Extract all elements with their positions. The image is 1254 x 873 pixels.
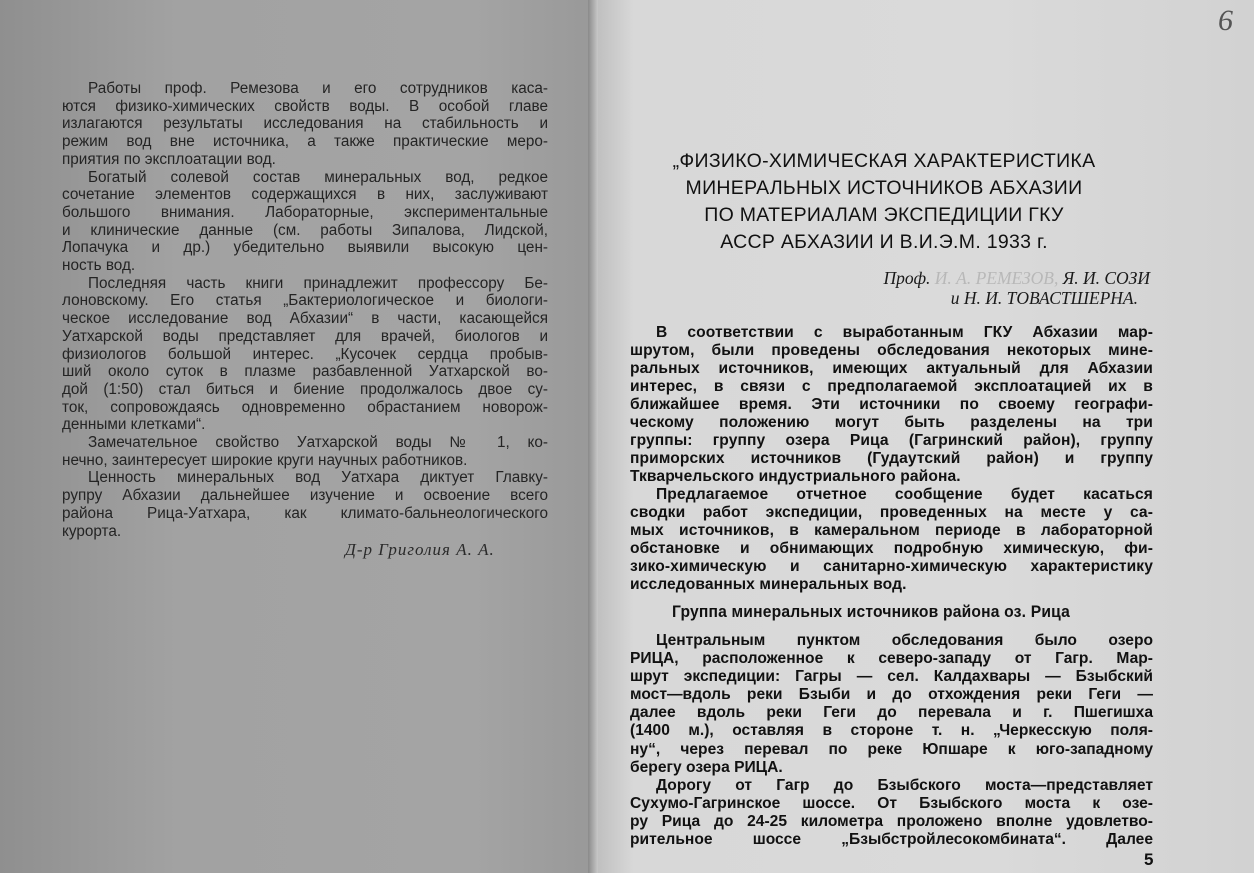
text-line: Ценность минеральных вод Уатхара диктует Главку- <box>88 469 548 487</box>
text-line: ру Рица до 24-25 километра проложено вполне удовлетво- <box>630 812 1153 830</box>
text-line: излагаются результаты исследования на стабильность и <box>62 115 548 133</box>
text-line: Сухумо-Гагринское шоссе. От Бзыбского моста к озе- <box>630 794 1153 812</box>
paragraph <box>62 169 548 275</box>
title-line: ПО МАТЕРИАЛАМ ЭКСПЕДИЦИИ ГКУ <box>704 204 1064 226</box>
paragraph <box>630 632 1153 777</box>
authors-line-2: и Н. И. ТОВАСТШЕРНА. <box>950 288 1138 308</box>
text-line: мост—вдоль реки Бзыби и до отхождения реки Геги — <box>630 686 1153 704</box>
text-line: рупру Абхазии дальнейшее изучение и освоение всего <box>62 487 548 505</box>
title-line: АССР АБХАЗИИ И В.И.Э.М. 1933 г. <box>720 231 1048 253</box>
authors-line-1 <box>820 268 1150 288</box>
text-line: дой (1:50) стал биться и биение продолжалось двое су- <box>62 380 548 398</box>
text-line: Уатхарской воды представляет для врачей, биологов и <box>62 327 548 345</box>
text-line: мых источников, в камеральном периоде в лабораторной <box>630 522 1153 539</box>
title-line: МИНЕРАЛЬНЫХ ИСТОЧНИКОВ АБХАЗИИ <box>685 177 1083 199</box>
text-line: исследованных минеральных вод. <box>630 576 907 593</box>
text-line: Центральным пунктом обследования было озеро <box>656 632 1153 649</box>
faded-author-name: И. А. РЕМЕЗОВ, <box>934 268 1059 288</box>
text-line: ший около суток в плазме разбавленной Уатхарской во- <box>62 363 548 381</box>
text-line: интерес, в связи с предполагаемой эксплоатацией их в <box>630 378 1153 395</box>
text-line: физиологов большой интерес. „Кусочек сердца пробыв- <box>62 345 548 363</box>
paragraph <box>630 324 1153 486</box>
text-line: района Рица-Уатхара, как климато-бальнеологического <box>62 504 548 522</box>
left-page-text <box>62 80 548 540</box>
text-line: сводки работ экспедиции, проведенных на месте у са- <box>630 504 1153 521</box>
text-line: Предлагаемое отчетное сообщение будет касаться <box>656 486 1153 503</box>
text-line: ну“, через перевал по реке Юпшаре к юго-западному <box>630 740 1153 758</box>
text-line: ческому положению могут быть разделены на три <box>630 414 1153 431</box>
article-title <box>640 148 1128 256</box>
text-line: ральных источников, имеющих актуальный для Абхазии <box>630 360 1153 377</box>
text-line: шрут экспедиции: Гагры — сел. Калдахвары — Бзыбский <box>630 668 1153 686</box>
text-line: В соответствии с выработанным ГКУ Абхазии мар- <box>656 324 1153 341</box>
text-line: Богатый солевой состав минеральных вод, редкое <box>88 168 548 186</box>
text-line: ближайшее время. Эти источники по своему географи- <box>630 396 1153 413</box>
paragraph <box>630 777 1153 849</box>
text-line: ческое исследование вод Абхазии“ в части, касающейся <box>62 310 548 328</box>
authors-prefix: Проф. <box>883 268 931 288</box>
handwritten-page-number: 6 <box>1218 4 1233 37</box>
text-line: Работы проф. Ремезова и его сотрудников каса- <box>88 80 548 97</box>
text-line: нечно, заинтересует широкие круги научных работников. <box>62 451 468 469</box>
text-line: приятия по эксплоатации вод. <box>62 150 276 168</box>
text-line: РИЦА, расположенное к северо-западу от Гагр. Мар- <box>630 650 1153 668</box>
section-text <box>630 632 1153 849</box>
text-line: приморских источников (Гудаутский район) и группу <box>630 450 1153 467</box>
text-line: ются физико-химических свойств воды. В особой главе <box>62 97 548 115</box>
title-line: „ФИЗИКО-ХИМИЧЕСКАЯ ХАРАКТЕРИСТИКА <box>672 150 1096 172</box>
text-line: Дорогу от Гагр до Бзыбского моста—представляет <box>656 776 1153 794</box>
text-line: Лопачука и др.) убедительно выявили высокую цен- <box>62 239 548 257</box>
paragraph <box>62 469 548 540</box>
text-line: ток, сопровождаясь одновременно обрастанием новорож- <box>62 398 548 416</box>
book-gutter <box>588 0 598 873</box>
text-line: ность вод. <box>62 257 136 275</box>
signature: Д-р Григолия А. А. <box>345 540 495 559</box>
text-line: шрутом, были проведены обследования некоторых мине- <box>630 342 1153 359</box>
text-line: и клинические данные (см. работы Зипалова, Лидской, <box>62 221 548 239</box>
text-line: денными клетками“. <box>62 416 206 434</box>
intro-text <box>630 324 1153 594</box>
text-line: сочетание элементов содержащихся в них, заслуживают <box>62 186 548 204</box>
paragraph <box>630 486 1153 594</box>
text-line: обстановке и обнимающих подробную химическую, фи- <box>630 540 1153 557</box>
text-line: Последняя часть книги принадлежит профессору Бе- <box>88 274 548 292</box>
text-line: группы: группу озера Рица (Гагринский район), группу <box>630 432 1153 449</box>
paragraph <box>62 434 548 469</box>
page-number: 5 <box>1144 850 1154 869</box>
author-name: Я. И. СОЗИ <box>1062 268 1150 288</box>
text-line: лоновскому. Его статья „Бактериологическое и биологи- <box>62 292 548 310</box>
text-line: Замечательное свойство Уатхарской воды № 1, ко- <box>88 434 548 452</box>
authors <box>820 268 1150 308</box>
text-line: (1400 м.), оставляя в стороне т. н. „Черкесскую поля- <box>630 722 1153 740</box>
text-line: зико-химическую и санитарно-химическую характеристику <box>630 558 1153 575</box>
text-line: большого внимания. Лабораторные, экспериментальные <box>62 203 548 221</box>
text-line: режим вод вне источника, а также практические меро- <box>62 133 548 151</box>
text-line: Ткварчельского индустриального района. <box>630 468 961 485</box>
text-line: курорта. <box>62 522 122 540</box>
paragraph <box>62 80 548 169</box>
text-line: далее вдоль реки Геги до перевала и г. Пшегишха <box>630 704 1153 722</box>
paragraph <box>62 275 548 434</box>
text-line: рительное шоссе „Бзыбстройлесокомбината“. Далее <box>630 831 1153 849</box>
text-line: берегу озера РИЦА. <box>630 758 783 776</box>
section-heading: Группа минеральных источников района оз. Рица <box>672 602 1071 621</box>
